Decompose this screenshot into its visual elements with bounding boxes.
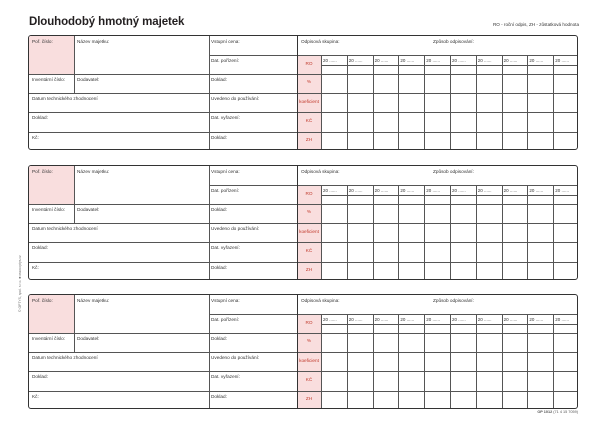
grid-line-v	[321, 55, 322, 150]
grid-line-v	[553, 314, 554, 409]
grid-line-v	[450, 185, 451, 280]
grid-line-v	[209, 166, 210, 280]
year-label: 20 ......	[452, 317, 466, 322]
year-label: 20 ......	[348, 188, 363, 193]
label-percent: %	[306, 209, 312, 214]
label-ro: RO	[305, 61, 313, 66]
year-label: 20 ......	[503, 58, 518, 63]
label-dat-vyrazeni: Dat. vyřazení:	[211, 115, 240, 120]
grid-line-v	[553, 185, 554, 280]
year-label: 20 ......	[426, 188, 440, 193]
label-odpisova-skupina: Odpisová skupina:	[301, 169, 340, 174]
year-label: 20 ......	[529, 58, 544, 63]
grid-line-h	[29, 112, 578, 113]
grid-line-v	[424, 314, 425, 409]
grid-line-h	[29, 223, 578, 224]
grid-line-v	[476, 185, 477, 280]
label-dat-porizeni: Dat. pořízení:	[211, 317, 240, 322]
grid-line-v	[398, 314, 399, 409]
grid-line-v	[74, 166, 75, 223]
label-inventarni-cislo: Inventární číslo:	[32, 207, 66, 212]
label-datum-zhodnoceni: Datum technického zhodnocení	[32, 226, 98, 231]
label-koeficient: koeficient	[299, 358, 319, 363]
year-label: 20 ......	[477, 317, 492, 322]
year-label: 20 ......	[477, 58, 492, 63]
year-label: 20 ......	[400, 317, 415, 322]
grid-line-v	[398, 185, 399, 280]
grid-line-v	[476, 314, 477, 409]
grid-line-h	[29, 371, 578, 372]
year-label: 20 ......	[452, 188, 466, 193]
year-label: 20 ......	[555, 317, 569, 322]
label-zh: ZH	[305, 396, 313, 401]
year-label: 20 ......	[529, 188, 544, 193]
label-ro: RO	[305, 320, 313, 325]
grid-line-v	[502, 185, 503, 280]
grid-line-v	[209, 36, 210, 150]
year-label: 20 ......	[477, 188, 492, 193]
grid-line-v	[527, 185, 528, 280]
label-odpisova-skupina: Odpisová skupina:	[301, 298, 340, 303]
grid-line-h	[29, 333, 578, 334]
year-label: 20 ......	[374, 317, 389, 322]
legend-note: RO - roční odpis, ZH - zůstatková hodnota	[492, 22, 579, 27]
label-koeficient: koeficient	[299, 229, 319, 234]
year-label: 20 ......	[426, 58, 440, 63]
year-label: 20 ......	[323, 188, 337, 193]
year-label: 20 ......	[503, 317, 518, 322]
grid-line-v	[424, 55, 425, 150]
asset-card-2	[28, 165, 578, 280]
label-vstupni-cena: Vstupní cena:	[211, 298, 240, 303]
label-zh: ZH	[305, 267, 313, 272]
label-percent: %	[306, 338, 312, 343]
form-code: OP 1012 (71 4 15 7059)	[537, 410, 578, 414]
label-dat-porizeni: Dat. pořízení:	[211, 58, 240, 63]
label-zpusob-odpisovani: Způsob odpisování:	[433, 298, 474, 303]
label-doklad-3: Doklad:	[211, 394, 227, 399]
year-label: 20 ......	[555, 58, 569, 63]
grid-line-v	[553, 55, 554, 150]
label-kc: Kč:	[32, 265, 39, 270]
grid-line-v	[74, 36, 75, 93]
label-dodavatel: Dodavatel:	[77, 207, 100, 212]
label-doklad-2: Doklad:	[211, 336, 227, 341]
grid-line-h	[29, 93, 578, 94]
year-label: 20 ......	[400, 58, 415, 63]
label-koeficient: koeficient	[299, 99, 319, 104]
year-label: 20 ......	[452, 58, 466, 63]
label-doklad-3: Doklad:	[211, 135, 227, 140]
label-doklad-2: Doklad:	[211, 207, 227, 212]
label-doklad: Doklad:	[32, 245, 48, 250]
grid-line-h	[29, 74, 578, 75]
label-uvedeno: Uvedeno do používání:	[211, 226, 260, 231]
label-zh: ZH	[305, 137, 313, 142]
year-label: 20 ......	[400, 188, 415, 193]
grid-line-v	[502, 314, 503, 409]
grid-line-v	[527, 55, 528, 150]
label-datum-zhodnoceni: Datum technického zhodnocení	[32, 96, 98, 101]
year-label: 20 ......	[348, 58, 363, 63]
label-zpusob-odpisovani: Způsob odpisování:	[433, 169, 474, 174]
label-kc-short: KČ	[305, 377, 313, 382]
year-label: 20 ......	[323, 58, 337, 63]
grid-line-h	[209, 314, 578, 315]
grid-line-h	[209, 55, 578, 56]
grid-line-v	[476, 55, 477, 150]
label-kc-short: KČ	[305, 118, 313, 123]
grid-line-v	[373, 55, 374, 150]
grid-line-v	[450, 55, 451, 150]
label-por-cislo: Poř. číslo:	[32, 298, 53, 303]
year-label: 20 ......	[323, 317, 337, 322]
label-kc: Kč:	[32, 394, 39, 399]
label-dat-vyrazeni: Dat. vyřazení:	[211, 374, 240, 379]
label-doklad-2: Doklad:	[211, 77, 227, 82]
year-label: 20 ......	[529, 317, 544, 322]
label-dodavatel: Dodavatel:	[77, 336, 100, 341]
label-vstupni-cena: Vstupní cena:	[211, 39, 240, 44]
grid-line-v	[373, 185, 374, 280]
label-nazev-majetku: Název majetku:	[77, 39, 110, 44]
label-zpusob-odpisovani: Způsob odpisování:	[433, 39, 474, 44]
label-nazev-majetku: Název majetku:	[77, 169, 110, 174]
label-doklad: Doklad:	[32, 374, 48, 379]
grid-line-v	[450, 314, 451, 409]
label-kc: Kč:	[32, 135, 39, 140]
year-label: 20 ......	[555, 188, 569, 193]
label-inventarni-cislo: Inventární číslo:	[32, 336, 66, 341]
grid-line-h	[29, 352, 578, 353]
label-por-cislo: Poř. číslo:	[32, 169, 53, 174]
label-odpisova-skupina: Odpisová skupina:	[301, 39, 340, 44]
grid-line-h	[29, 204, 578, 205]
asset-card-1	[28, 35, 578, 150]
label-vstupni-cena: Vstupní cena:	[211, 169, 240, 174]
label-nazev-majetku: Název majetku:	[77, 298, 110, 303]
label-kc-short: KČ	[305, 248, 313, 253]
year-label: 20 ......	[426, 317, 440, 322]
grid-line-v	[321, 185, 322, 280]
grid-line-v	[297, 295, 298, 409]
grid-line-v	[502, 55, 503, 150]
asset-card-3	[28, 294, 578, 409]
grid-line-v	[347, 314, 348, 409]
label-doklad-3: Doklad:	[211, 265, 227, 270]
grid-line-v	[347, 185, 348, 280]
page-title: Dlouhodobý hmotný majetek	[29, 16, 185, 28]
grid-line-v	[74, 295, 75, 352]
grid-line-h	[209, 185, 578, 186]
grid-line-h	[29, 262, 578, 263]
grid-line-v	[297, 36, 298, 150]
grid-line-v	[347, 55, 348, 150]
year-label: 20 ......	[348, 317, 363, 322]
grid-line-h	[29, 242, 578, 243]
label-doklad: Doklad:	[32, 115, 48, 120]
label-dat-vyrazeni: Dat. vyřazení:	[211, 245, 240, 250]
year-label: 20 ......	[503, 188, 518, 193]
label-inventarni-cislo: Inventární číslo:	[32, 77, 66, 82]
grid-line-h	[29, 391, 578, 392]
grid-line-v	[297, 166, 298, 280]
year-label: 20 ......	[374, 58, 389, 63]
grid-line-v	[209, 295, 210, 409]
label-uvedeno: Uvedeno do používání:	[211, 355, 260, 360]
year-label: 20 ......	[374, 188, 389, 193]
label-ro: RO	[305, 191, 313, 196]
grid-line-h	[29, 132, 578, 133]
grid-line-v	[321, 314, 322, 409]
grid-line-v	[373, 314, 374, 409]
publisher-note: © OPTYS, spol. s r.o. ■ www.optys.cz	[18, 255, 22, 312]
label-uvedeno: Uvedeno do používání:	[211, 96, 260, 101]
label-dat-porizeni: Dat. pořízení:	[211, 188, 240, 193]
label-por-cislo: Poř. číslo:	[32, 39, 53, 44]
label-dodavatel: Dodavatel:	[77, 77, 100, 82]
grid-line-v	[398, 55, 399, 150]
grid-line-v	[424, 185, 425, 280]
grid-line-v	[527, 314, 528, 409]
label-percent: %	[306, 79, 312, 84]
label-datum-zhodnoceni: Datum technického zhodnocení	[32, 355, 98, 360]
